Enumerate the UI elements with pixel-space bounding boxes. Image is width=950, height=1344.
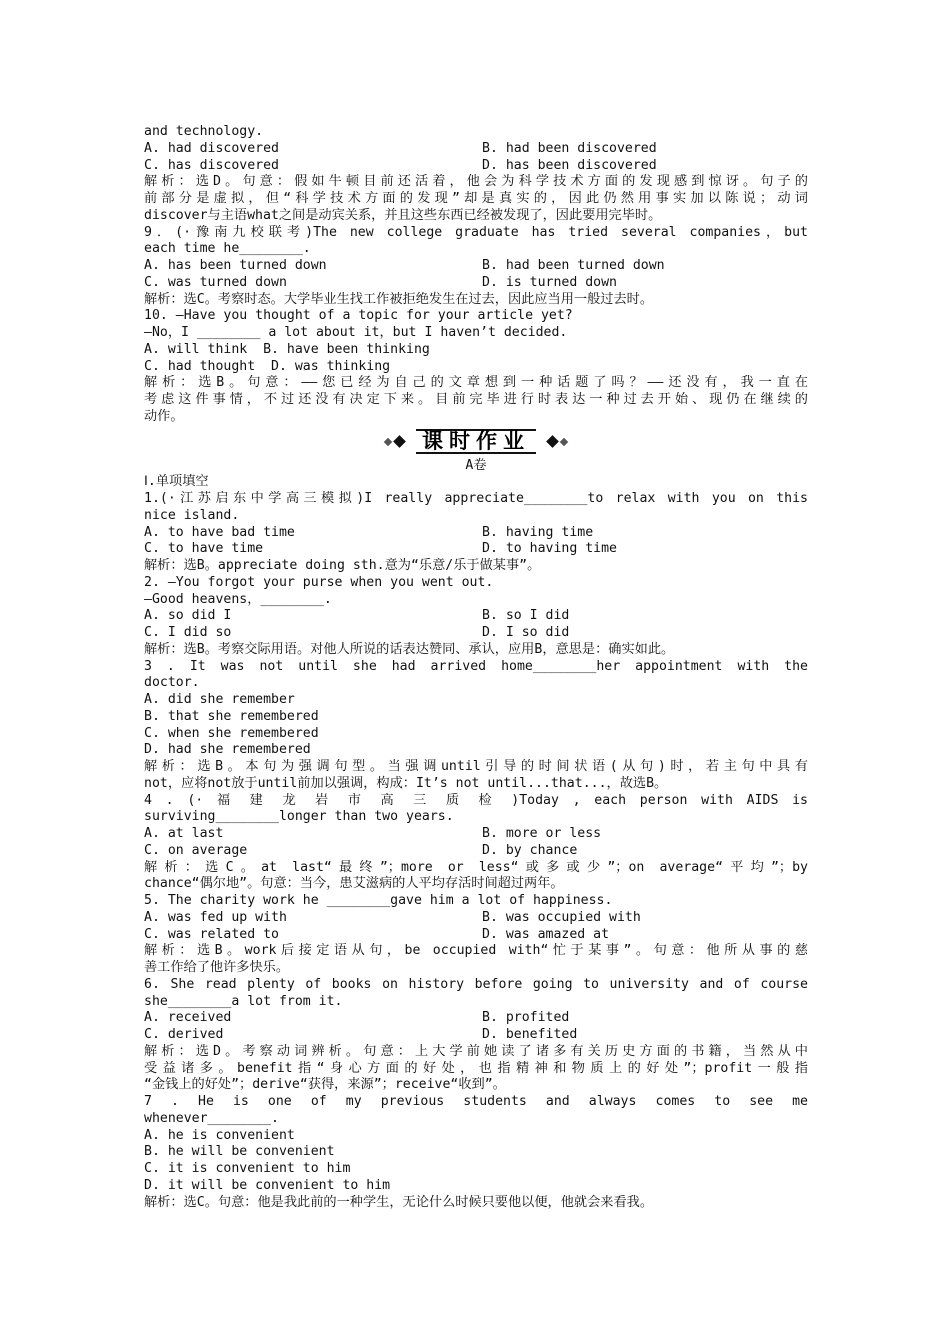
- text-line: —No，I ________ a lot about it，but I haven’t decided.: [144, 325, 568, 340]
- option-row: [144, 843, 808, 860]
- text-line: nice island.: [144, 507, 240, 523]
- diamond-icon: [560, 437, 568, 445]
- text-line: 受益诸多。benefit指“身心方面的好处，也指精神和物质上的好处”；profit一般指: [144, 1060, 808, 1076]
- diamond-icon: [546, 435, 559, 448]
- text-line: 前部分是虚拟，但“科学技术方面的发现”却是真实的，因此仍然用事实加以陈说；动词: [144, 191, 808, 206]
- text-line: A. he is convenient: [144, 1127, 295, 1143]
- option-left: C. on average: [144, 842, 248, 858]
- text-line: 考虑这件事情，不过还没有决定下来。目前完毕进行时表达一种过去开始、现仍在继续的: [144, 392, 808, 407]
- text-line: 5. The charity work he ________gave him a lot of happiness.: [144, 893, 613, 908]
- option-right: D. to having time: [482, 541, 617, 557]
- text-line: C. it is convenient to him: [144, 1161, 351, 1176]
- option-right: B. had been turned down: [482, 258, 665, 273]
- text-line: 3 . It was not until she had arrived home________her appointment with the: [144, 658, 808, 674]
- text-line: B. that she remembered: [144, 708, 319, 724]
- option-right: D. has been discovered: [482, 157, 657, 173]
- option-row: [144, 525, 808, 542]
- text-line: A. will think B. have been thinking: [144, 341, 430, 357]
- option-left: A. has been turned down: [144, 258, 327, 273]
- text-line: 解析：选D。考察动词辨析。句意：上大学前她读了诸多有关历史方面的书籍，当然从中: [144, 1043, 808, 1059]
- option-right: B. had been discovered: [482, 140, 657, 156]
- diamond-icon: [393, 435, 406, 448]
- text-line: 2. —You forgot your purse when you went out.: [144, 574, 494, 590]
- option-row: [144, 826, 808, 843]
- text-line: not，应将not放于until前加以强调，构成：It’s not until...that...，故选B。: [144, 775, 668, 791]
- text-line: she________a lot from it.: [144, 993, 343, 1009]
- text-line: discover与主语what之间是动宾关系，并且这些东西已经被发现了，因此要用完毕时。: [144, 207, 662, 223]
- text-line: Ⅰ.单项填空: [144, 474, 209, 490]
- option-left: A. to have bad time: [144, 524, 295, 540]
- option-left: A. was fed up with: [144, 909, 287, 925]
- section-label: A卷: [465, 457, 487, 473]
- text-line: doctor.: [144, 675, 200, 691]
- text-line: 7 . He is one of my previous students and always comes to see me: [144, 1094, 808, 1109]
- option-left: C. I did so: [144, 625, 232, 640]
- option-left: A. had discovered: [144, 140, 279, 156]
- option-left: C. was turned down: [144, 274, 287, 290]
- option-right: D. benefited: [482, 1027, 578, 1042]
- option-right: B. profited: [482, 1010, 570, 1026]
- text-line: B. he will be convenient: [144, 1144, 335, 1160]
- option-left: A. at last: [144, 826, 224, 841]
- text-line: “金钱上的好处”；derive“获得，来源”；receive“收到”。: [144, 1077, 506, 1093]
- option-row: [144, 158, 808, 175]
- text-line: 4 . (· 福 建 龙 岩 市 高 三 质 检 )Today , each person with AIDS is: [144, 792, 808, 808]
- text-line: D. it will be convenient to him: [144, 1177, 391, 1193]
- text-line: chance“偶尔地”。句意：当今，患艾滋病的人平均存活时间超过两年。: [144, 876, 564, 892]
- section-banner: [144, 426, 808, 458]
- text-line: whenever________.: [144, 1110, 279, 1126]
- text-line: A. did she remember: [144, 692, 295, 707]
- text-line: 动作。: [144, 408, 184, 424]
- option-row: [144, 258, 808, 275]
- diamond-icon: [384, 437, 392, 445]
- text-line: 解析：选B。考察交际用语。对他人所说的话表达赞同、承认，应用B，意思是：确实如此。: [144, 641, 675, 657]
- text-line: —Good heavens，________.: [144, 591, 332, 607]
- option-left: C. was related to: [144, 926, 279, 942]
- option-right: B. so I did: [482, 608, 570, 624]
- text-line: 1.(·江苏启东中学高三模拟)I really appreciate________to relax with you on this: [144, 491, 808, 506]
- text-line: C. had thought D. was thinking: [144, 358, 391, 374]
- text-line: 9．(·豫南九校联考)The new college graduate has tried several companies，but: [144, 224, 808, 240]
- option-right: D. by chance: [482, 842, 578, 858]
- option-left: C. has discovered: [144, 157, 279, 173]
- option-right: D. I so did: [482, 625, 570, 640]
- text-line: each time he________.: [144, 241, 311, 257]
- text-line: 解析：选D。句意：假如牛顿目前还活着，他会为科学技术方面的发现感到惊讶。句子的: [144, 174, 808, 190]
- banner-title: 课时作业: [416, 429, 536, 454]
- text-line: 解析：选C。句意：他是我此前的一种学生，无论什么时候只要他以便，他就会来看我。: [144, 1194, 654, 1210]
- option-left: C. derived: [144, 1027, 224, 1042]
- text-line: 解析：选B。本句为强调句型。当强调until引导的时间状语(从句)时，若主句中具有: [144, 759, 808, 774]
- option-row: [144, 141, 808, 158]
- text-line: 善工作给了他许多快乐。: [144, 960, 290, 975]
- option-row: [144, 1027, 808, 1044]
- text-line: D. had she remembered: [144, 742, 311, 758]
- option-right: B. having time: [482, 524, 594, 540]
- option-row: [144, 1010, 808, 1027]
- option-right: B. was occupied with: [482, 909, 641, 925]
- option-row: [144, 927, 808, 944]
- text-line: 解析：选C。at last“最终”；more or less“或多或少”；on average“平均”；by: [144, 859, 808, 875]
- option-right: D. was amazed at: [482, 926, 610, 942]
- text-line: 6. She read plenty of books on history before going to university and of course: [144, 976, 808, 992]
- text-line: 解析：选B。句意：——您已经为自己的文章想到一种话题了吗？——还没有，我一直在: [144, 375, 808, 391]
- answer-block-previous: [144, 124, 808, 426]
- text-line: 解析：选C。考察时态。大学毕业生找工作被拒绝发生在过去，因此应当用一般过去时。: [144, 291, 654, 307]
- exercise-block: [144, 474, 808, 1211]
- option-left: A. received: [144, 1010, 232, 1026]
- text-line: 10. —Have you thought of a topic for your article yet?: [144, 308, 573, 324]
- option-row: [144, 608, 808, 625]
- text-line: and technology.: [144, 124, 264, 139]
- option-row: [144, 625, 808, 642]
- option-left: C. to have time: [144, 541, 264, 557]
- text-line: surviving________longer than two years.: [144, 809, 454, 825]
- option-right: D. is turned down: [482, 274, 617, 290]
- text-line: 解析：选B。work后接定语从句，be occupied with“忙于某事”。句意：他所从事的慈: [144, 943, 808, 959]
- option-row: [144, 910, 808, 927]
- option-row: [144, 541, 808, 558]
- document-page: [144, 124, 808, 1211]
- text-line: 解析：选B。appreciate doing sth.意为“乐意/乐于做某事”。: [144, 558, 541, 573]
- option-row: [144, 275, 808, 292]
- option-left: A. so did I: [144, 608, 232, 624]
- text-line: C. when she remembered: [144, 725, 319, 741]
- option-right: B. more or less: [482, 826, 602, 841]
